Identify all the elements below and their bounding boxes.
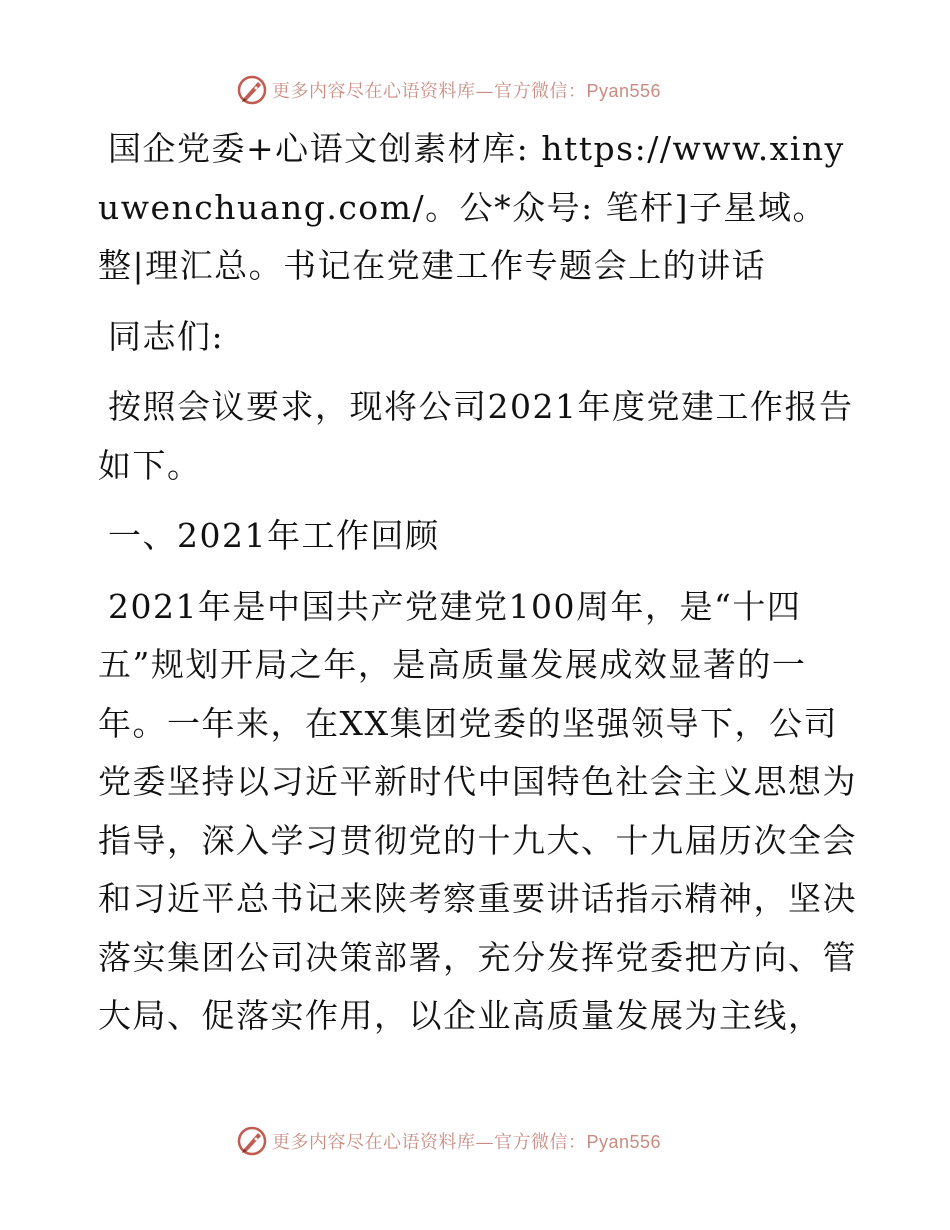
banner-text: 更多内容尽在心语资料库—官方微信： xyxy=(272,81,587,102)
banner-text: 更多内容尽在心语资料库—官方微信： xyxy=(272,1132,587,1153)
quill-pen-logo-icon xyxy=(236,1125,268,1157)
banner-wechat-id: Pyan556 xyxy=(586,1132,662,1152)
footer-watermark-banner xyxy=(236,1124,661,1158)
salutation: 同志们: xyxy=(108,316,225,356)
header-watermark-banner xyxy=(236,73,661,107)
quill-pen-logo-icon xyxy=(236,74,268,106)
section-heading: 一、2021年工作回顾 xyxy=(108,516,440,555)
banner-wechat-id: Pyan556 xyxy=(586,81,662,101)
section-paragraph: 2021年是中国共产党建党100周年，是“十四五”规划开局之年，是高质量发展成效显著的一年。一年来，在XX集团党委的坚强领导下，公司党委坚持以习近平新时代中国特色社会主义思想为指导，深入学习贯彻党的十九大、十九届历次全会和习近平总书记来陕考察重要讲话指示精神，坚决落实集团公司决策部署，充分发挥党委把方向、管大局、促落实作用，以企业高质量发展为主线， xyxy=(98,586,857,1035)
opening-paragraph: 按照会议要求，现将公司2021年度党建工作报告如下。 xyxy=(98,387,854,485)
intro-paragraph: 国企党委+心语文创素材库: https://www.xinyuwenchuang.com/。公*众号: 笔杆]子星域。整|理汇总。书记在党建工作专题会上的讲话 xyxy=(98,129,845,285)
document-body xyxy=(98,120,858,1058)
